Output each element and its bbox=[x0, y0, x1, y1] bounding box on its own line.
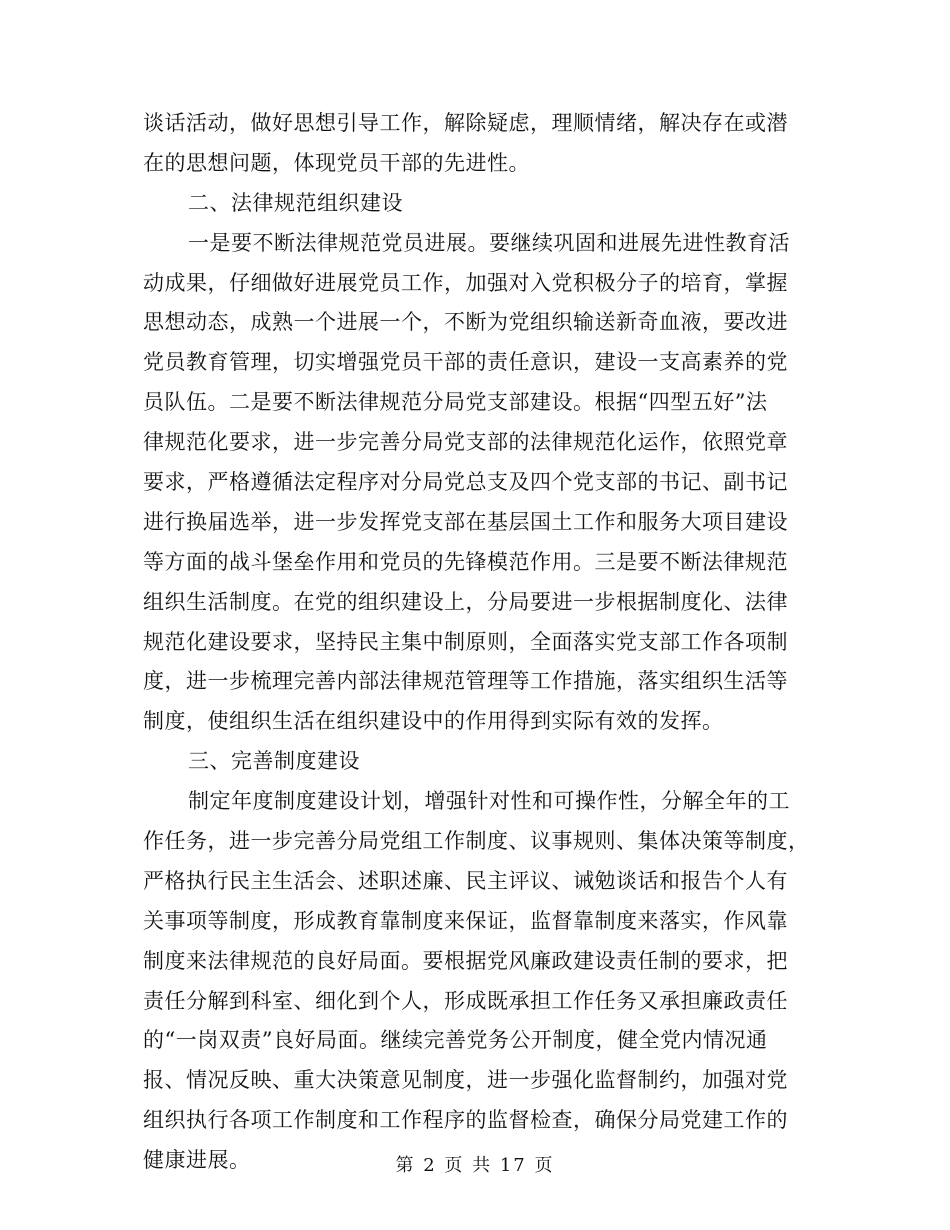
text-line: 度，进一步梳理完善内部法律规范管理等工作措施，落实组织生活等 bbox=[143, 669, 788, 694]
text-line: 制度来法律规范的良好局面。要根据党风廉政建设责任制的要求，把 bbox=[143, 948, 788, 973]
text-line: 思想动态，成熟一个进展一个，不断为党组织输送新奇血液，要改进 bbox=[143, 310, 788, 335]
text-line: 健康进展。 bbox=[143, 1148, 251, 1173]
document-body bbox=[143, 104, 810, 1181]
text-line: 要求，严格遵循法定程序对分局党总支及四个党支部的书记、副书记 bbox=[143, 470, 788, 495]
text-line: 组织执行各项工作制度和工作程序的监督检查，确保分局党建工作的 bbox=[143, 1108, 788, 1133]
page-number-footer: 第 2 页 共 17 页 bbox=[395, 1155, 555, 1176]
text-line: 谈话活动，做好思想引导工作，解除疑虑，理顺情绪，解决存在或潜 bbox=[143, 111, 788, 135]
text-line: 动成果，仔细做好进展党员工作，加强对入党积极分子的培育，掌握 bbox=[143, 270, 788, 295]
text-line: 等方面的战斗堡垒作用和党员的先锋模范作用。三是要不断法律规范 bbox=[143, 549, 788, 574]
text-line: 制定年度制度建设计划，增强针对性和可操作性，分解全年的工 bbox=[188, 789, 790, 814]
text-line: 员队伍。二是要不断法律规范分局党支部建设。根据“四型五好”法 bbox=[143, 390, 768, 415]
text-line: 三、完善制度建设 bbox=[188, 749, 360, 774]
text-line: 二、法律规范组织建设 bbox=[188, 190, 403, 215]
text-line: 的“一岗双责”良好局面。继续完善党务公开制度，健全党内情况通 bbox=[143, 1028, 768, 1053]
text-line: 制度，使组织生活在组织建设中的作用得到实际有效的发挥。 bbox=[143, 709, 724, 734]
text-line: 规范化建设要求，坚持民主集中制原则，全面落实党支部工作各项制 bbox=[143, 629, 788, 654]
text-line: 在的思想问题，体现党员干部的先进性。 bbox=[143, 150, 530, 175]
text-line: 律规范化要求，进一步完善分局党支部的法律规范化运作，依照党章 bbox=[143, 430, 788, 455]
text-line: 责任分解到科室、细化到个人，形成既承担工作任务又承担廉政责任 bbox=[143, 988, 788, 1013]
text-line: 进行换届选举，进一步发挥党支部在基层国土工作和服务大项目建设 bbox=[143, 509, 788, 534]
text-line: 严格执行民主生活会、述职述廉、民主评议、诫勉谈话和报告个人有 bbox=[143, 868, 788, 893]
text-line: 党员教育管理，切实增强党员干部的责任意识，建设一支高素养的党 bbox=[143, 350, 788, 375]
text-line: 组织生活制度。在党的组织建设上，分局要进一步根据制度化、法律 bbox=[143, 589, 788, 614]
text-line: 关事项等制度，形成教育靠制度来保证，监督靠制度来落实，作风靠 bbox=[143, 908, 788, 933]
text-line: 一是要不断法律规范党员进展。要继续巩固和进展先进性教育活 bbox=[188, 230, 790, 255]
text-line: 作任务，进一步完善分局党组工作制度、议事规则、集体决策等制度， bbox=[143, 829, 810, 854]
text-line: 报、情况反映、重大决策意见制度，进一步强化监督制约，加强对党 bbox=[143, 1068, 788, 1093]
